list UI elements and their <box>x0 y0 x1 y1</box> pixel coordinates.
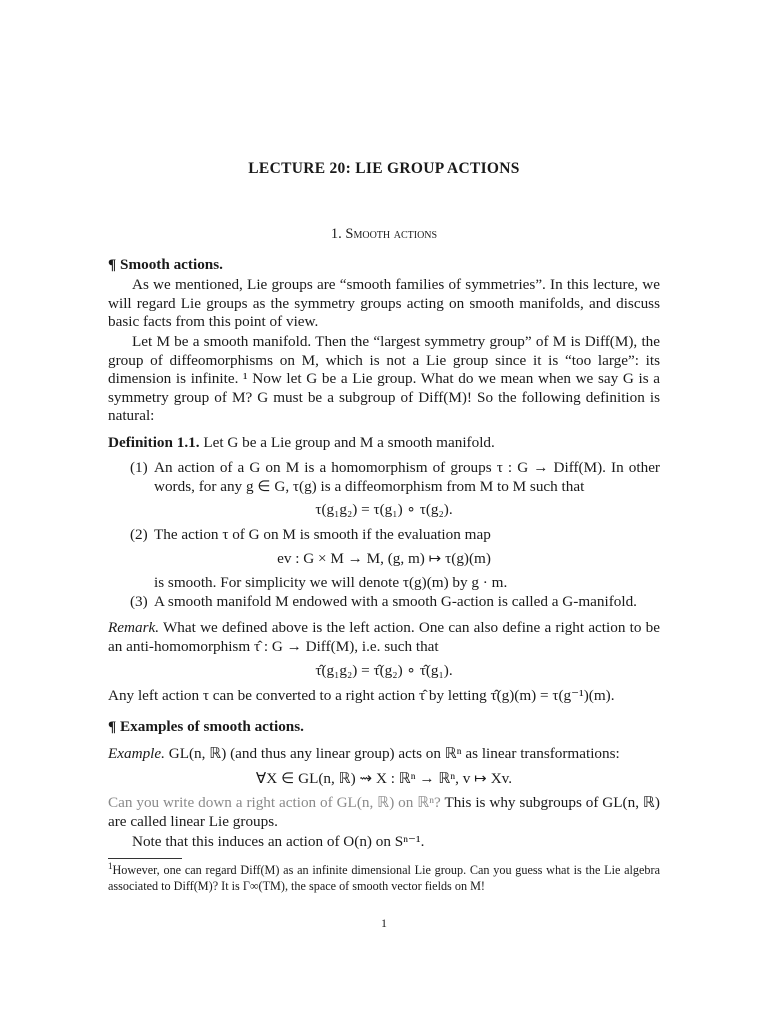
footnote-divider <box>108 858 182 859</box>
equation-evaluation-map: ev : G × M → M, (g, m) ↦ τ(g)(m) <box>277 550 491 567</box>
note-paragraph: Note that this induces an action of O(n) on Sⁿ⁻¹. <box>132 833 425 850</box>
lecture-title: LECTURE 20: LIE GROUP ACTIONS <box>248 160 520 177</box>
equation-homomorphism: τ(g₁g₂) = τ(g₁) ∘ τ(g₂). <box>315 501 453 518</box>
definition-item-3 <box>130 593 660 612</box>
question-highlight: Can you write down a right action of GL(n, ℝ) on ℝⁿ? <box>108 794 441 811</box>
item-number: (3) <box>130 593 148 610</box>
item-2-continuation: is smooth. For simplicity we will denote τ(g)(m) by g · m. <box>154 574 508 591</box>
item-number: (2) <box>130 526 148 543</box>
definition-motivation-paragraph: Let M be a smooth manifold. Then the “largest symmetry group” of M is Diff(M), the group of diffeomorphisms on M, which is not a Lie group since it is “too large”: its dimension is infinite. ¹ Now let G be a Lie group. What do we mean when we say G is a symmetry group of M? G must be a subgroup of Diff(M)! So the following definition is natural: <box>108 333 660 425</box>
example-text: GL(n, ℝ) (and thus any linear group) acts on ℝⁿ as linear transformations: <box>168 745 620 762</box>
remark-label: Remark. <box>108 619 160 636</box>
item-number: (1) <box>130 459 148 476</box>
equation-anti-homomorphism: τ̂(g₁g₂) = τ̂(g₂) ∘ τ̂(g₁). <box>315 662 453 679</box>
remark-text: What we defined above is the left action. One can also define a right action to be an anti-homomorphism τ̂ : G → Diff(M), i.e. such that <box>108 619 660 655</box>
paragraph-heading-smooth-actions <box>108 256 660 275</box>
item-text: An action of a G on M is a homomorphism of groups τ : G → Diff(M). In other words, for any g ∈ G, τ(g) is a diffeomorphism from M to M such that <box>154 459 660 495</box>
footnote-marker: 1 <box>108 860 113 871</box>
item-text: A smooth manifold M endowed with a smooth G-action is called a G-manifold. <box>154 593 637 610</box>
section-heading: 1. Smooth actions <box>330 226 438 242</box>
footnote-text: However, one can regard Diff(M) as an infinite dimensional Lie group. Can you guess what is the Lie algebra associated to Diff(M)? It is Γ∞(TM), the space of smooth vector fields on M! <box>108 863 660 893</box>
definition-text: Let G be a Lie group and M a smooth manifold. <box>203 434 495 451</box>
item-text: The action τ of G on M is smooth if the evaluation map <box>154 526 491 543</box>
remark-paragraph <box>108 619 660 656</box>
definition-item-2 <box>130 526 660 545</box>
definition-label: Definition 1.1. <box>108 434 200 451</box>
heading-text: ¶ Examples of smooth actions. <box>108 718 304 735</box>
paragraph-heading-examples <box>108 718 660 737</box>
footnote <box>108 862 660 894</box>
definition-item-1 <box>130 459 660 496</box>
definition-statement <box>108 434 660 453</box>
intro-paragraph: As we mentioned, Lie groups are “smooth families of symmetries”. In this lecture, we will regard Lie groups as the symmetry groups acting on smooth manifolds, and discuss basic facts from this point of view. <box>108 276 660 331</box>
equation-linear-action: ∀X ∈ GL(n, ℝ) ⇝ X : ℝⁿ → ℝⁿ, v ↦ Xv. <box>255 770 513 787</box>
question-text: This is why subgroups of GL(n, ℝ) are called linear Lie groups. <box>108 794 660 830</box>
heading-text: ¶ Smooth actions. <box>108 256 223 273</box>
question-paragraph <box>108 794 660 831</box>
page-number: 1 <box>381 916 387 930</box>
example-paragraph <box>108 745 660 764</box>
example-label: Example. <box>108 745 165 762</box>
remark-continuation: Any left action τ can be converted to a right action τ̂ by letting τ̂(g)(m) = τ(g⁻¹)(m). <box>108 687 615 704</box>
